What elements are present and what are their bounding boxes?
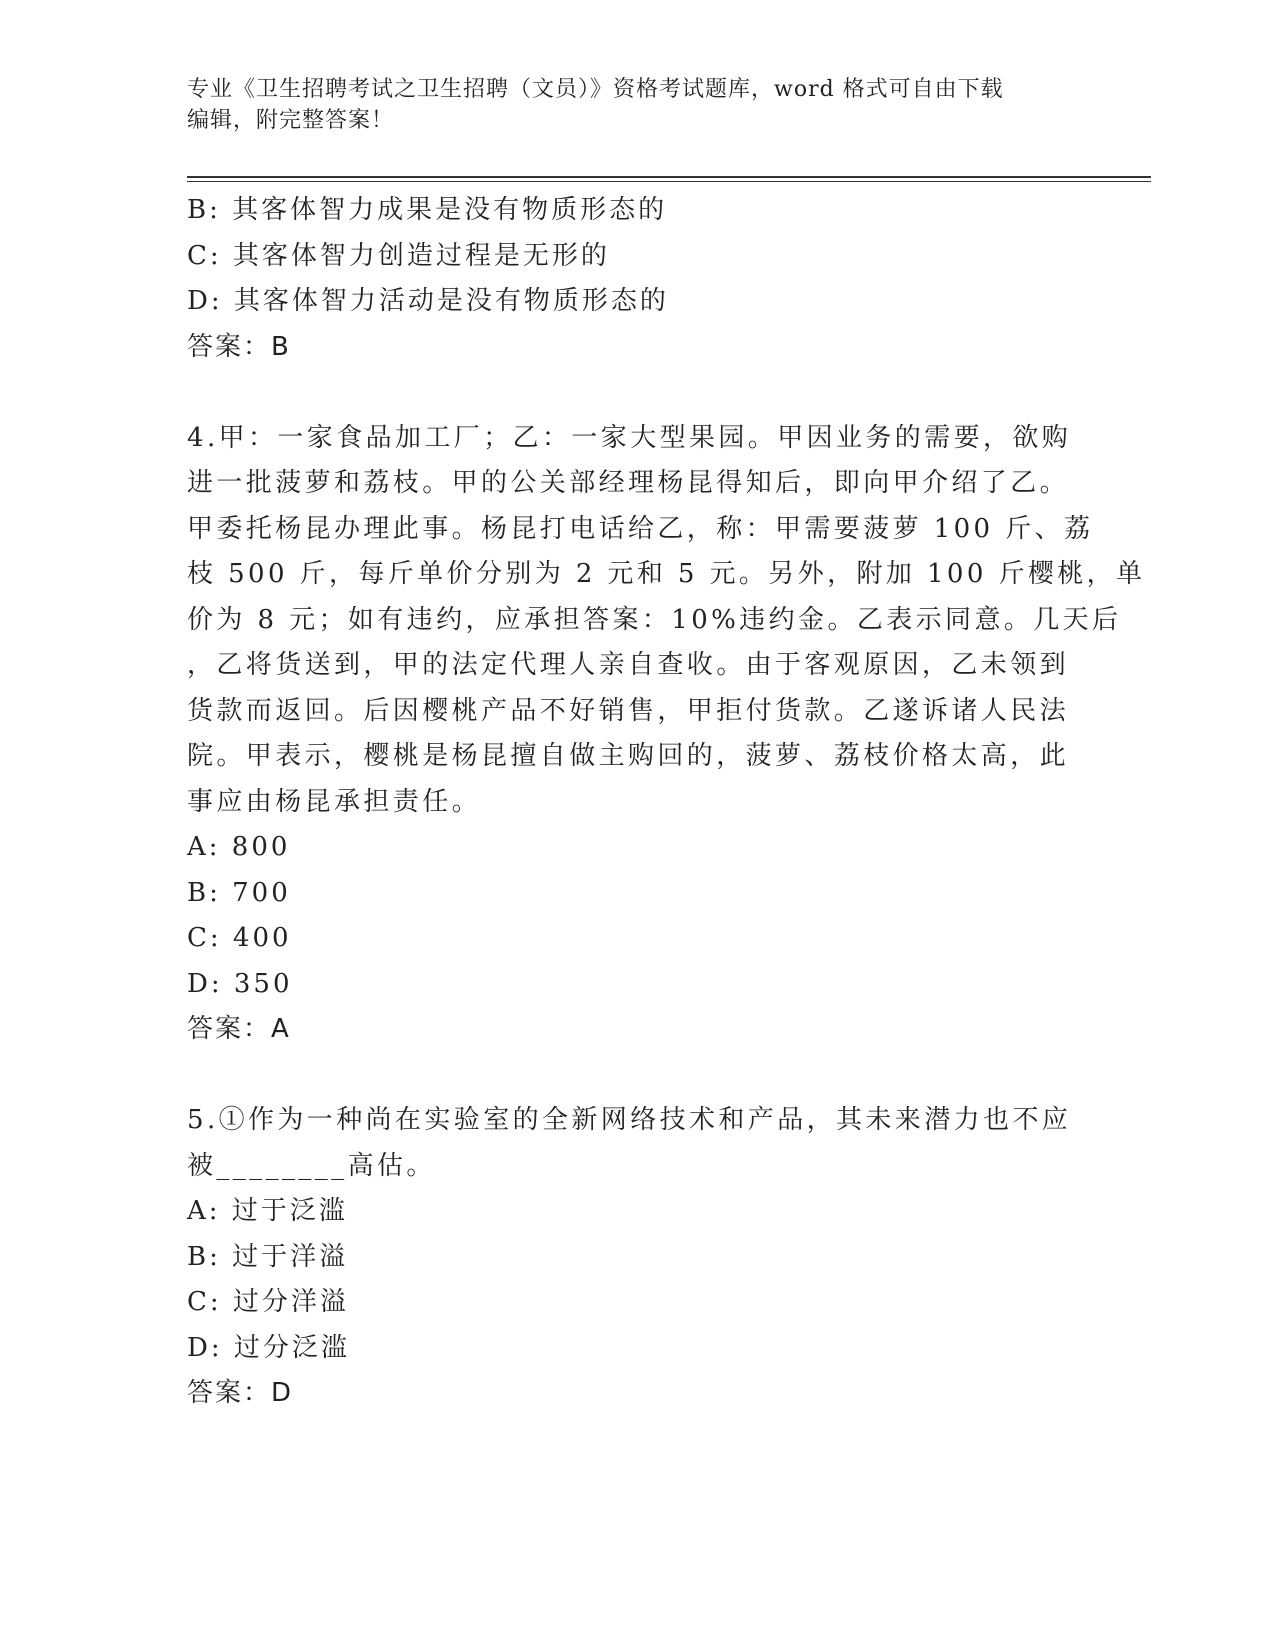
option-b: B: 其客体智力成果是没有物质形态的 xyxy=(187,195,668,225)
option-c: C: 400 xyxy=(187,923,292,953)
spacer xyxy=(187,1053,1087,1099)
header-line-1: 专业《卫生招聘考试之卫生招聘（文员）》资格考试题库，word 格式可自由下载 xyxy=(187,77,1004,102)
stem-line: 价为 8 元；如有违约，应承担答案：10%违约金。乙表示同意。几天后 xyxy=(187,604,1122,635)
answer-label: 答案：D xyxy=(187,1378,294,1408)
option-c: C: 过分洋溢 xyxy=(187,1287,349,1317)
question-5-block xyxy=(187,1098,1087,1417)
option-d: D: 过分泛滥 xyxy=(187,1332,350,1363)
document-body xyxy=(187,188,1146,1417)
question-stem xyxy=(187,1098,1087,1189)
option-a: A: 800 xyxy=(187,832,291,862)
option-d: D: 350 xyxy=(187,968,293,999)
answer-label: 答案：B xyxy=(187,331,291,362)
option-b: B: 过于洋溢 xyxy=(187,1241,349,1272)
question-4-block xyxy=(187,416,1146,1053)
header-divider-thin xyxy=(187,181,1151,182)
option-a: A: 过于泛滥 xyxy=(187,1196,348,1226)
document-header xyxy=(187,74,1087,136)
stem-line: 4.甲：一家食品加工厂；乙：一家大型果园。甲因业务的需要，欲购 xyxy=(187,422,1072,453)
header-line-2: 编辑，附完整答案！ xyxy=(187,108,395,133)
stem-line: 院。甲表示，樱桃是杨昆擅自做主购回的，菠萝、荔枝价格太高，此 xyxy=(187,741,1070,771)
stem-line: ，乙将货送到，甲的法定代理人亲自查收。由于客观原因，乙未领到 xyxy=(187,650,1070,680)
stem-line: 事应由杨昆承担责任。 xyxy=(187,786,482,817)
stem-line: 枝 500 斤，每斤单价分别为 2 元和 5 元。另外，附加 100 斤樱桃，单 xyxy=(187,559,1146,589)
stem-line: 5.①作为一种尚在实验室的全新网络技术和产品，其未来潜力也不应 xyxy=(187,1105,1072,1135)
option-d: D: 其客体智力活动是没有物质形态的 xyxy=(187,286,669,316)
option-b: B: 700 xyxy=(187,877,291,908)
question-3-block xyxy=(187,188,1087,370)
spacer xyxy=(187,370,1087,416)
header-divider-thick xyxy=(187,176,1151,178)
stem-line: 货款而返回。后因樱桃产品不好销售，甲拒付货款。乙遂诉诸人民法 xyxy=(187,695,1070,726)
stem-line: 甲委托杨昆办理此事。杨昆打电话给乙，称：甲需要菠萝 100 斤、荔 xyxy=(187,513,1094,544)
question-stem xyxy=(187,416,1146,826)
stem-line: 进一批菠萝和荔枝。甲的公关部经理杨昆得知后，即向甲介绍了乙。 xyxy=(187,468,1070,498)
option-c: C: 其客体智力创造过程是无形的 xyxy=(187,240,610,271)
answer-label: 答案：A xyxy=(187,1014,291,1044)
stem-line: 被________高估。 xyxy=(187,1150,436,1181)
